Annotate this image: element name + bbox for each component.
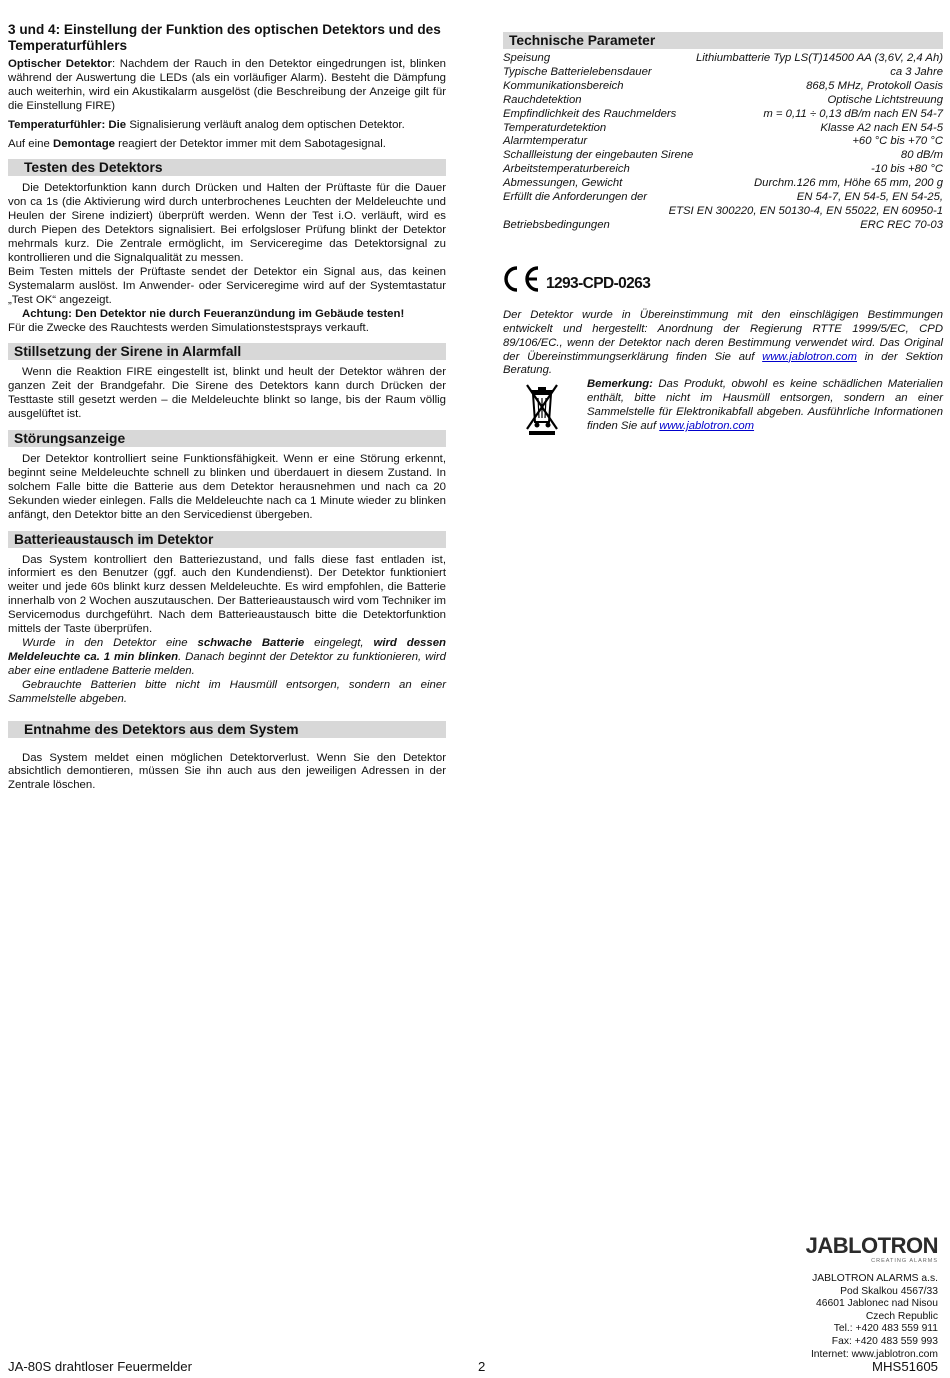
- address-line: JABLOTRON ALARMS a.s.: [812, 1273, 938, 1284]
- demontage-paragraph: [8, 138, 446, 152]
- testing-paragraph-4: Für die Zwecke des Rauchtests werden Simulationstestsprays verkauft.: [8, 321, 369, 334]
- conformity-link[interactable]: www.jablotron.com: [762, 350, 857, 363]
- battery-p2-e: . Danach beginnt der Detektor zu funktionieren, wird aber eine entladene Batterie melden.: [8, 650, 446, 677]
- param-label: Abmessungen, Gewicht: [503, 177, 623, 190]
- company-block: [738, 1235, 938, 1361]
- weee-link[interactable]: www.jablotron.com: [659, 420, 755, 433]
- footer-page-number: 2: [478, 1359, 486, 1374]
- address-line: Czech Republic: [865, 1310, 938, 1322]
- testing-paragraph-1: Die Detektorfunktion kann durch Drücken und Halten der Prüftaste für die Dauer von ca 1s (die Aktivierung wird durch unterbrochenes Leuchten der Meldeleuchte und Heulen der Sirene indiziert) überprüft werden. Wenn der Test i.O. verläuft, wird es durch Piepen des Detektors signalisiert. Bei erfolgsloser Prüfung blinkt der Detektor mehrmals kurz. Die Zentrale ermöglicht, im Serviceregime das Detektorsignal zu kontrollieren und die Signalqualität zu messen.: [8, 182, 446, 264]
- param-value: Klasse A2 nach EN 54-5: [820, 121, 943, 134]
- param-label: Schallleistung der eingebauten Sirene: [503, 149, 694, 162]
- param-row: [503, 163, 943, 177]
- param-value: Optische Lichtstreuung: [827, 93, 943, 106]
- address-line: Pod Skalkou 4567/33: [840, 1285, 938, 1297]
- jablotron-logo: JABLOTRON: [805, 1233, 938, 1258]
- param-label: Kommunikationsbereich: [503, 79, 624, 92]
- battery-paragraph-1: Das System kontrolliert den Batteriezustand, und falls diese fast entladen ist, informiert es den Benutzer (ggf. auch den Kundendienst). Der Detektor funktioniert weiter und jede 60s blinkt kurz dessen Meldeleuchte. Es wird empfohlen, die Batterie innerhalb von 2 Wochen auszutauschen. Der Batterieaustausch wird vom Techniker im Servicemodus durchgeführt. Nach dem Batterieaustausch bitte die Detektorfunktion mittels der Taste überprüfen.: [8, 553, 446, 636]
- weee-bin-icon: [503, 378, 583, 441]
- param-label: Erfüllt die Anforderungen der: [503, 191, 648, 204]
- testing-paragraph-2: Beim Testen mittels der Prüftaste sendet der Detektor ein Signal aus, das keinen Systemalarm auslöst. Im Anwender- oder Serviceregime wird auf der Systemtastatur „Test OK“ angezeigt.: [8, 265, 446, 306]
- param-row: [503, 66, 943, 80]
- page-heading: 3 und 4: Einstellung der Funktion des optischen Detektors und des Temperaturfühlers: [8, 22, 441, 53]
- weee-note: [503, 378, 943, 441]
- param-label: Betriebsbedingungen: [503, 218, 610, 231]
- battery-paragraph-2: [8, 637, 446, 679]
- param-row: [503, 135, 943, 149]
- param-value: ca 3 Jahre: [890, 65, 943, 78]
- param-value: ERC REC 70-03: [860, 218, 943, 231]
- param-row: [503, 177, 943, 191]
- removal-paragraph: Das System meldet einen möglichen Detektorverlust. Wenn Sie den Detektor absichtlich demontieren, müssen Sie ihn auch aus den jeweiligen Adressen in der Zentrale löschen.: [8, 751, 446, 792]
- temperature-sensor-text: Signalisierung verläuft analog dem optischen Detektor.: [126, 118, 405, 131]
- company-address: [738, 1273, 938, 1361]
- ce-code: 1293-CPD-0263: [546, 274, 651, 292]
- demontage-text-a: Auf eine: [8, 137, 53, 150]
- param-value: Lithiumbatterie Typ LS(T)14500 AA (3,6V, 2,4 Ah): [696, 52, 943, 64]
- param-label: Empfindlichkeit des Rauchmelders: [503, 107, 677, 120]
- battery-p2-a: Wurde in den Detektor eine: [22, 637, 198, 649]
- logo-tagline: CREATING ALARMS: [871, 1258, 938, 1264]
- address-line: Tel.: +420 483 559 911: [833, 1323, 938, 1335]
- weee-text: [583, 378, 943, 441]
- conformity-statement: [503, 309, 943, 379]
- temperature-sensor-paragraph: [8, 119, 446, 133]
- optical-detector-text: : Nachdem der Rauch in den Detektor eingedrungen ist, blinken während der Auswertung die LEDs (als ein vorläufiger Alarm). Besteht die Dämpfung auch weiterhin, wird ein Akustikalarm ausgelöst (die Beschreibung der Anzeige gilt für die Einstellung FIRE): [8, 58, 447, 112]
- section-title-fault: Störungsanzeige: [8, 430, 446, 447]
- address-line: Internet: www.jablotron.com: [810, 1348, 938, 1360]
- param-row: [503, 52, 943, 66]
- param-label: Temperaturdetektion: [503, 121, 607, 134]
- param-label: Arbeitstemperaturbereich: [503, 163, 630, 176]
- param-label: Rauchdetektion: [503, 93, 582, 106]
- section-title-removal: Entnahme des Detektors aus dem System: [8, 721, 446, 738]
- param-value: -10 bis +80 °C: [870, 163, 943, 176]
- section-title-testing: Testen des Detektors: [8, 159, 446, 176]
- weee-body: Das Produkt, obwohl es keine schädlichen Materialien enthält, bitte nicht im Hausmüll entsorgen, sondern an einer Sammelstelle für Elektronikabfall abgeben. Ausführliche Informationen finden Sie auf: [587, 378, 943, 433]
- address-line: 46601 Jablonec nad Nisou: [816, 1298, 938, 1310]
- param-continuation: ETSI EN 300220, EN 50130-4, EN 55022, EN 60950-1: [668, 204, 943, 217]
- param-row: [503, 149, 943, 163]
- param-row: [503, 191, 943, 205]
- param-label: Alarmtemperatur: [503, 135, 588, 148]
- param-label: Speisung: [503, 52, 551, 64]
- battery-p2-bold-2: wird dessen Meldeleuchte ca. 1 min blinken: [8, 637, 447, 663]
- section-title-siren: Stillsetzung der Sirene in Alarmfall: [8, 343, 446, 360]
- demontage-bold: Demontage: [52, 137, 115, 150]
- optical-detector-label: Optischer Detektor: [8, 58, 112, 70]
- section-title-technical-parameters: Technische Parameter: [503, 32, 943, 49]
- conformity-text: Der Detektor wurde in Übereinstimmung mit den einschlägigen Bestimmungen entwickelt und hergestellt: Anordnung der Regierung RTTE 1999/5/EC, CPD 89/106/EC., wenn der Detektor nach deren Bestimmung verwendet wird. Das Original der Übereinstimmungserklärung finden Sie auf: [503, 308, 943, 363]
- param-label: Typische Batterielebensdauer: [503, 65, 652, 78]
- siren-paragraph: Wenn die Reaktion FIRE eingestellt ist, blinkt und heult der Detektor währen der ganzen Zeit der Brandgefahr. Die Sirene des Detektors kann durch Drücken der Testtaste still gesetzt werden – die Meldeleuchte blinkt so lange, bis der Raum völlig ausgelüftet ist.: [8, 366, 446, 421]
- battery-paragraph-3: Gebrauchte Batterien bitte nicht im Hausmüll entsorgen, sondern an einer Sammelstelle abgeben.: [8, 678, 446, 705]
- temperature-sensor-label: Temperaturfühler: Die: [8, 118, 127, 131]
- param-value: Durchm.126 mm, Höhe 65 mm, 200 g: [754, 177, 943, 190]
- technical-parameters-list: [503, 52, 943, 205]
- param-row: [503, 80, 943, 94]
- param-row-operating-conditions: [503, 219, 943, 233]
- ce-mark-icon: [503, 265, 543, 293]
- weee-label: Bemerkung:: [587, 378, 653, 391]
- testing-warning: [8, 308, 446, 322]
- ce-certification: [503, 263, 943, 293]
- battery-p2-bold-1: schwache Batterie: [197, 637, 305, 649]
- footer-document-code: MHS51605: [872, 1359, 938, 1374]
- address-line: Fax: +420 483 559 993: [831, 1335, 938, 1347]
- fault-paragraph: Der Detektor kontrolliert seine Funktionsfähigkeit. Wenn er eine Störung erkennt, beginnt seine Meldeleuchte schnell zu blinken und überdauert in diesem Zustand. In solchem Falle bitte die Batterie aus dem Detektor herausnehmen und nach ca 20 Sekunden wieder einlegen. Falls die Meldeleuchte nach ca 1 Minute wieder zu blinken anfängt, den Detektor bitte an den Servicedienst übergeben.: [8, 453, 446, 521]
- param-value: 868,5 MHz, Protokoll Oasis: [806, 79, 943, 92]
- param-value: m = 0,11 ÷ 0,13 dB/m nach EN 54-7: [763, 107, 943, 120]
- param-value: 80 dB/m: [900, 149, 943, 162]
- param-row: [503, 122, 943, 136]
- demontage-text-c: reagiert der Detektor immer mit dem Sabotagesignal.: [115, 137, 386, 150]
- section-title-battery: Batterieaustausch im Detektor: [8, 531, 446, 548]
- footer-product-name: JA-80S drahtloser Feuermelder: [8, 1359, 192, 1374]
- optical-detector-paragraph: [8, 58, 446, 114]
- right-column: [503, 20, 943, 441]
- param-row: [503, 94, 943, 108]
- testing-warning-text: Achtung: Den Detektor nie durch Feueranzündung im Gebäude testen!: [22, 307, 405, 320]
- param-value: +60 °C bis +70 °C: [852, 135, 943, 148]
- battery-p2-c: eingelegt,: [304, 637, 374, 649]
- left-column: [8, 20, 446, 793]
- conformity-text-end: in der Sektion Beratung.: [503, 350, 944, 377]
- param-value: EN 54-7, EN 54-5, EN 54-25,: [796, 191, 943, 204]
- param-row: [503, 108, 943, 122]
